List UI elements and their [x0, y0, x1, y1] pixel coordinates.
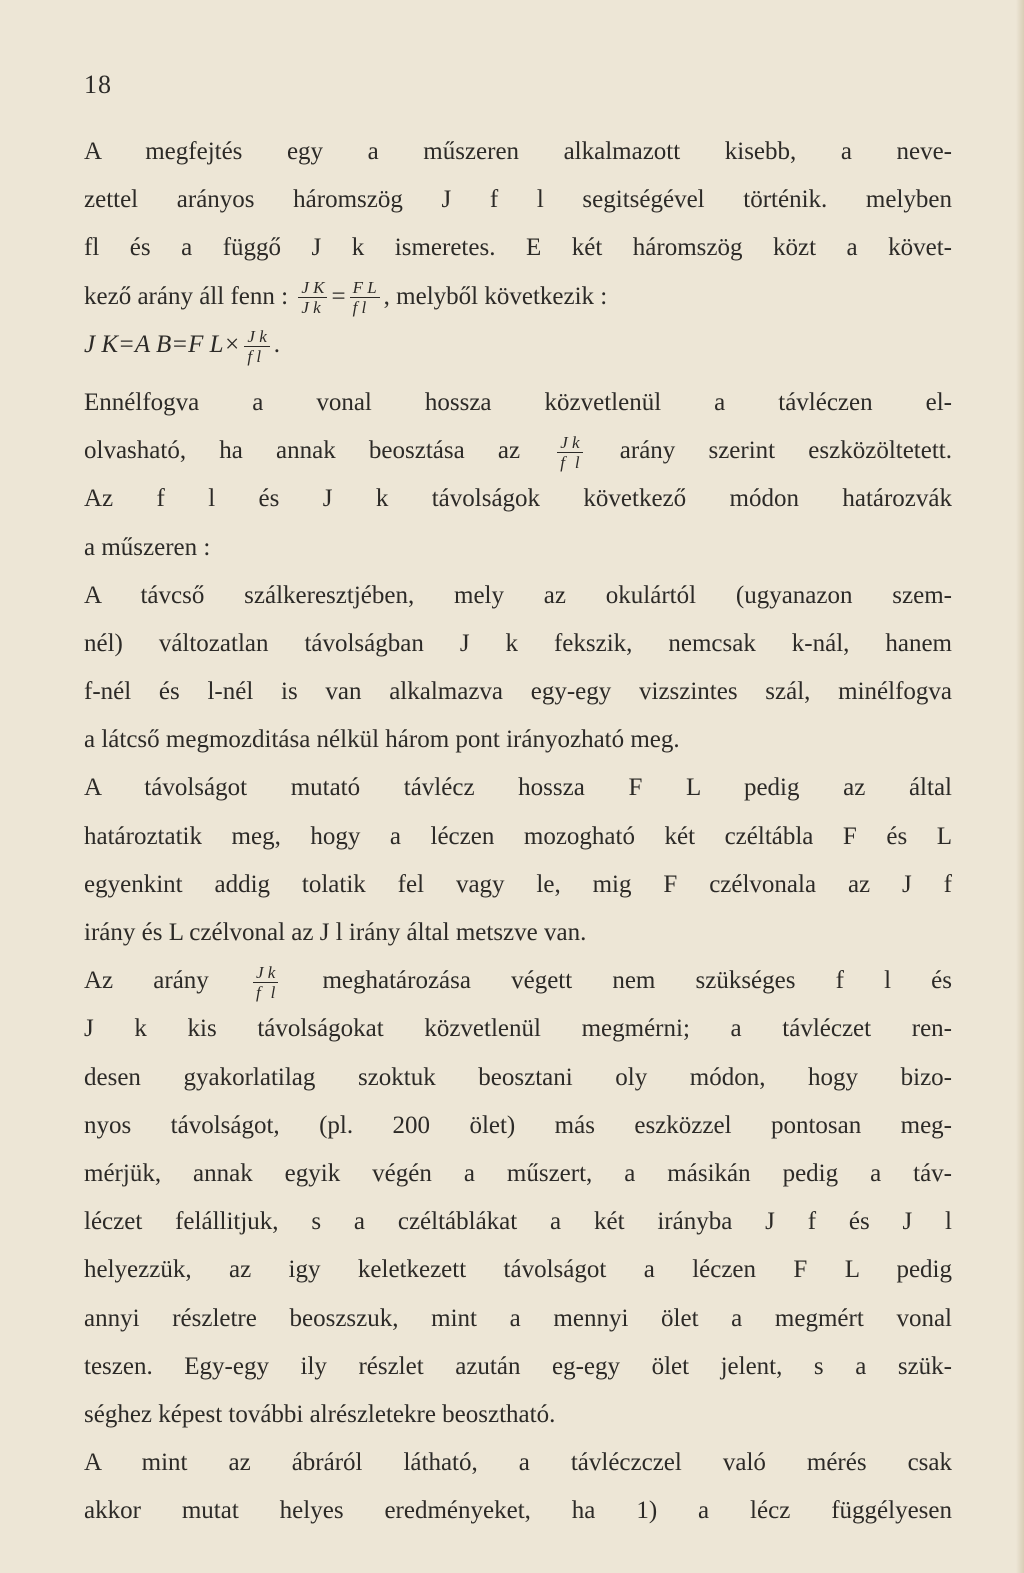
page-number: 18 — [84, 70, 112, 99]
text-fragment: . — [273, 330, 280, 358]
text-line: A mint az ábráról látható, a távléczczel való mérés csak — [84, 1449, 952, 1477]
text-line: A távcső szálkeresztjében, mely az okulártól (ugyanazon szem- — [84, 581, 952, 609]
fraction-numerator: J K — [301, 278, 325, 298]
text-fragment: meghatározása végett nem szükséges f l és — [322, 967, 952, 995]
text-line: akkor mutat helyes eredményeket, ha 1) a lécz függélyesen — [84, 1497, 952, 1525]
text-fragment: arány szerint eszközöltetett. — [619, 437, 952, 465]
fraction — [557, 434, 582, 471]
fraction-denominator: f l — [253, 982, 278, 1001]
text-line: a látcső megmozditása nélkül három pont irányozható meg. — [84, 726, 680, 754]
text-line: séghez képest további alrészletekre beosztható. — [84, 1400, 556, 1428]
text-line: határoztatik meg, hogy a léczen mozogható két czéltábla F és L — [84, 822, 952, 850]
text-line: Az f l és J k távolságok következő módon határozvák — [84, 485, 952, 513]
text-line: nyos távolságot, (pl. 200 ölet) más eszközzel pontosan meg- — [84, 1111, 952, 1139]
body-text — [84, 128, 952, 1535]
fraction-denominator: f l — [350, 297, 380, 316]
fraction-numerator: F L — [352, 278, 377, 298]
text-fragment: Az arány — [84, 967, 209, 995]
text-line: nél) változatlan távolságban J k fekszik, nemcsak k-nál, hanem — [84, 629, 952, 657]
fraction-numerator: J k — [255, 962, 276, 982]
formula-line — [84, 957, 952, 1005]
text-fragment: olvasható, ha annak beosztása az — [84, 437, 521, 465]
formula-line — [84, 321, 952, 369]
text-line: egyenkint addig tolatik fel vagy le, mig F czélvonala az J f — [84, 870, 952, 898]
text-line: zettel arányos háromszög J f l segitségével történik. melyben — [84, 186, 952, 214]
text-line: A távolságot mutató távlécz hossza F L pedig az által — [84, 774, 952, 802]
equation-text: J K=A B=F L× — [84, 330, 241, 358]
text-fragment: kező arány áll fenn : — [84, 282, 289, 310]
fraction-denominator: f l — [557, 452, 582, 471]
text-line: léczet felállitjuk, s a czéltáblákat a két irányba J f és J l — [84, 1208, 952, 1236]
text-line: desen gyakorlatilag szoktuk beosztani oly módon, hogy bizo- — [84, 1063, 952, 1091]
text-line: irány és L czélvonal az J l irány által metszve van. — [84, 919, 587, 946]
formula-line — [84, 273, 952, 321]
text-fragment: , melyből következik : — [383, 282, 608, 310]
text-line: f-nél és l-nél is van alkalmazva egy-egy vizszintes szál, minélfogva — [84, 678, 952, 706]
formula-line — [84, 427, 952, 475]
text-line: annyi részletre beoszszuk, mint a mennyi ölet a megmért vonal — [84, 1304, 952, 1332]
fraction-denominator: f l — [244, 346, 269, 365]
text-line: teszen. Egy-egy ily részlet azután eg-egy ölet jelent, s a szük- — [84, 1352, 952, 1380]
fraction — [298, 279, 327, 316]
fraction-numerator: J k — [560, 432, 580, 452]
fraction — [244, 328, 269, 365]
fraction-numerator: J k — [247, 326, 267, 346]
text-line: Ennélfogva a vonal hossza közvetlenül a távléczen el- — [84, 388, 952, 416]
fraction-denominator: J k — [298, 297, 327, 316]
text-line: helyezzük, az igy keletkezett távolságot a léczen F L pedig — [84, 1256, 952, 1284]
equals-sign: = — [331, 282, 346, 310]
text-line: J k kis távolságokat közvetlenül megmérni; a távléczet ren- — [84, 1015, 952, 1043]
text-line: mérjük, annak egyik végén a műszert, a másikán pedig a táv- — [84, 1159, 952, 1187]
text-line: fl és a függő J k ismeretes. E két háromszög közt a követ- — [84, 234, 952, 262]
text-line: A megfejtés egy a műszeren alkalmazott kisebb, a neve- — [84, 138, 952, 165]
fraction — [350, 279, 380, 316]
page-edge-shadow — [1016, 0, 1024, 1573]
fraction — [253, 964, 278, 1001]
text-line: a műszeren : — [84, 533, 211, 561]
